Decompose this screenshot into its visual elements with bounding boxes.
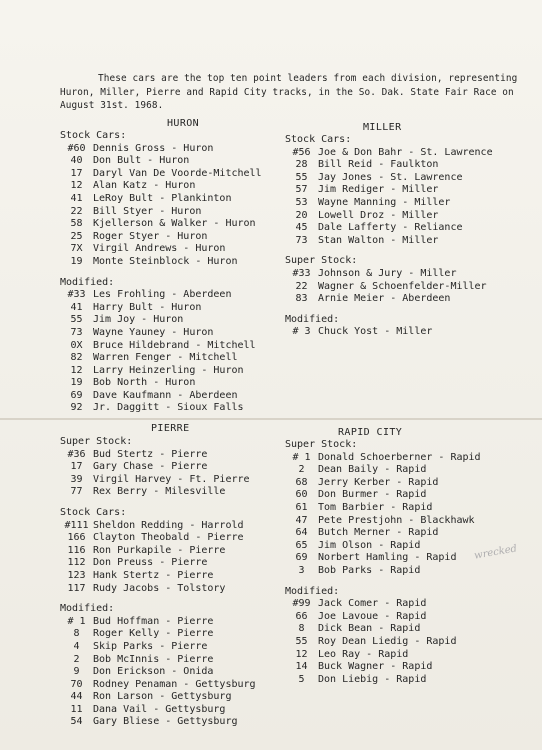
driver-name: Joe & Don Bahr - St. Lawrence [318,146,493,158]
car-number: 5 [298,673,305,685]
car-number: 12 [70,364,83,376]
driver-name: Stan Walton - Miller [318,234,439,246]
entry-row [60,570,256,583]
entry-row [60,654,256,667]
driver-name: Roger Styer - Huron [93,230,208,242]
car-number: 17 [70,461,83,473]
driver-name: Donald Schoerberner - Rapid [318,451,481,463]
entry-row [60,666,256,679]
entry-row [285,540,481,553]
car-number: 73 [70,326,83,338]
driver-name: Rex Berry - Milesville [93,486,226,498]
car-number: 68 [295,476,308,488]
entry-row [60,716,256,729]
entry-row [60,532,256,545]
section [60,603,256,729]
car-number: 55 [295,171,308,183]
car-number: 12 [70,180,83,192]
car-number: 83 [295,293,308,305]
car-number: 41 [70,301,83,313]
car-number: 65 [295,539,308,551]
car-number: 17 [70,167,83,179]
handwritten-note: wrecked [473,543,518,562]
section [285,255,493,305]
entry-row [60,327,262,340]
intro-paragraph: These cars are the top ten point leaders from each division, representing Huron, Miller, Pierre and Rapid City tracks, in the So. Dak. State Fair Race on August 31st. 1968. [60,73,518,112]
entry-row [285,222,493,235]
section [285,314,493,339]
paper-fold-line [0,418,542,420]
entry-row [60,314,262,327]
entry-row [285,515,481,528]
entry-row [285,623,481,636]
entry-row [285,268,493,281]
entry-row [285,552,481,565]
driver-name: Lowell Droz - Miller [318,209,439,221]
car-number: 166 [67,532,86,544]
driver-name: Dean Baily - Rapid [318,464,427,476]
driver-name: Jerry Kerber - Rapid [318,476,439,488]
division-rapid-city [285,439,481,686]
car-number: 70 [70,678,83,690]
entry-row [60,218,262,231]
section [60,436,256,499]
car-number: 116 [67,544,86,556]
entry-row [60,180,262,193]
driver-name: Rudy Jacobs - Tolstory [93,582,226,594]
car-number: 69 [70,389,83,401]
entry-row [285,527,481,540]
driver-name: Don Burmer - Rapid [318,489,427,501]
car-number: 19 [70,377,83,389]
driver-name: Bob McInnis - Pierre [93,653,214,665]
entry-row [285,661,481,674]
driver-name: Harry Bult - Huron [93,301,202,313]
car-number: 9 [73,666,80,678]
entry-row [285,565,481,578]
driver-name: Clayton Theobald - Pierre [93,532,244,544]
section-label: Modified: [60,603,115,615]
driver-name: Ron Purkapile - Pierre [93,544,226,556]
entry-row [285,598,481,611]
driver-name: Kjellerson & Walker - Huron [93,218,256,230]
car-number: 3 [298,564,305,576]
entry-row [60,461,256,474]
entry-row [285,489,481,502]
car-number: 40 [70,155,83,167]
driver-name: Daryl Van De Voorde-Mitchell [93,167,262,179]
driver-name: Dana Vail - Gettysburg [93,703,226,715]
driver-name: Don Liebig - Rapid [318,673,427,685]
car-number: 55 [70,314,83,326]
car-number: 22 [70,205,83,217]
driver-name: Les Frohling - Aberdeen [93,289,232,301]
driver-name: Don Bult - Huron [93,155,190,167]
car-number: 77 [70,486,83,498]
driver-name: Chuck Yost - Miller [318,326,433,338]
entry-row [60,231,262,244]
entry-row [60,520,256,533]
car-number: 117 [67,582,86,594]
driver-name: Don Erickson - Onida [93,666,214,678]
section [285,586,481,687]
section-label: Modified: [285,585,340,597]
car-number: #111 [64,519,89,531]
car-number: 41 [70,192,83,204]
driver-name: Wagner & Schoenfelder-Miller [318,280,487,292]
entry-row [60,641,256,654]
driver-name: Bruce Hildebrand - Mitchell [93,339,256,351]
driver-name: Virgil Andrews - Huron [93,243,226,255]
car-number: #33 [67,289,86,301]
entry-row [60,256,262,269]
car-number: 69 [295,552,308,564]
driver-name: Don Preuss - Pierre [93,557,208,569]
driver-name: Dick Bean - Rapid [318,623,421,635]
car-number: 73 [295,234,308,246]
car-number: #33 [292,267,311,279]
car-number: 12 [295,648,308,660]
driver-name: Ron Larson - Gettysburg [93,691,232,703]
driver-name: Butch Merner - Rapid [318,527,439,539]
driver-name: Rodney Penaman - Gettysburg [93,678,256,690]
division-miller [285,134,493,339]
car-number: 2 [73,653,80,665]
driver-name: Sheldon Redding - Harrold [93,519,244,531]
driver-name: Jr. Daggitt - Sioux Falls [93,402,244,414]
car-number: 8 [298,623,305,635]
entry-row [285,159,493,172]
driver-name: Wayne Yauney - Huron [93,326,214,338]
driver-name: Monte Steinblock - Huron [93,255,238,267]
car-number: 39 [70,473,83,485]
car-number: 11 [70,703,83,715]
driver-name: Jim Rediger - Miller [318,184,439,196]
entry-row [60,143,262,156]
driver-name: Skip Parks - Pierre [93,640,208,652]
driver-name: Joe Lavoue - Rapid [318,610,427,622]
division-title-miller: MILLER [363,122,402,133]
driver-name: Alan Katz - Huron [93,180,196,192]
entry-row [60,545,256,558]
driver-name: Bud Stertz - Pierre [93,448,208,460]
entry-row [60,628,256,641]
entry-row [60,691,256,704]
driver-name: Jay Jones - St. Lawrence [318,171,463,183]
driver-name: Hank Stertz - Pierre [93,569,214,581]
section-label: Super Stock: [285,439,358,450]
driver-name: LeRoy Bult - Plankinton [93,192,232,204]
entry-row [285,636,481,649]
division-title-pierre: PIERRE [151,423,190,434]
driver-name: Bill Styer - Huron [93,205,202,217]
driver-name: Dennis Gross - Huron [93,142,214,154]
driver-name: Johnson & Jury - Miller [318,267,457,279]
entry-row [60,557,256,570]
entry-row [285,147,493,160]
entry-row [285,184,493,197]
driver-name: Dale Lafferty - Reliance [318,222,463,234]
driver-name: Jim Joy - Huron [93,314,184,326]
car-number: 82 [70,352,83,364]
car-number: #99 [292,598,311,610]
car-number: 14 [295,661,308,673]
entry-row [60,486,256,499]
driver-name: Pete Prestjohn - Blackhawk [318,514,475,526]
section-label: Super Stock: [285,255,358,267]
driver-name: Bob North - Huron [93,377,196,389]
car-number: 64 [295,527,308,539]
car-number: # 3 [292,326,311,338]
driver-name: Bob Parks - Rapid [318,564,421,576]
driver-name: Jack Comer - Rapid [318,598,427,610]
car-number: #36 [67,448,86,460]
driver-name: Wayne Manning - Miller [318,196,451,208]
section-label: Stock Cars: [285,134,352,145]
entry-row [285,235,493,248]
car-number: 7X [70,243,83,255]
entry-row [285,502,481,515]
section [285,134,493,247]
entry-row [285,172,493,185]
entry-row [60,616,256,629]
entry-row [60,206,262,219]
car-number: 53 [295,196,308,208]
entry-row [285,452,481,465]
entry-row [60,583,256,596]
driver-name: Roy Dean Liedig - Rapid [318,635,457,647]
car-number: 92 [70,402,83,414]
entry-row [60,449,256,462]
driver-name: Bill Reid - Faulkton [318,159,439,171]
car-number: 22 [295,280,308,292]
entry-row [285,281,493,294]
entry-row [60,302,262,315]
car-number: 44 [70,691,83,703]
section [60,277,262,416]
entry-row [60,352,262,365]
car-number: 25 [70,230,83,242]
car-number: 57 [295,184,308,196]
car-number: 61 [295,501,308,513]
entry-row [285,464,481,477]
car-number: 28 [295,159,308,171]
section [60,507,256,595]
car-number: # 1 [292,451,311,463]
section [60,130,262,269]
car-number: 0X [70,339,83,351]
car-number: 2 [298,464,305,476]
driver-name: Buck Wagner - Rapid [318,661,433,673]
entry-row [285,197,493,210]
entry-row [285,649,481,662]
car-number: 47 [295,514,308,526]
entry-row [60,243,262,256]
entry-row [60,340,262,353]
car-number: 4 [73,640,80,652]
car-number: 55 [295,635,308,647]
car-number: 45 [295,222,308,234]
entry-row [60,193,262,206]
driver-name: Norbert Hamling - Rapid [318,552,457,564]
division-title-huron: HURON [167,118,200,129]
section-label: Modified: [285,313,340,325]
entry-row [60,402,262,415]
car-number: 60 [295,489,308,501]
car-number: # 1 [67,615,86,627]
entry-row [285,611,481,624]
entry-row [60,377,262,390]
section-label: Super Stock: [60,436,133,447]
driver-name: Leo Ray - Rapid [318,648,409,660]
entry-row [60,289,262,302]
car-number: 54 [70,716,83,728]
car-number: 19 [70,255,83,267]
entry-row [60,704,256,717]
driver-name: Jim Olson - Rapid [318,539,421,551]
driver-name: Gary Chase - Pierre [93,461,208,473]
driver-name: Virgil Harvey - Ft. Pierre [93,473,250,485]
driver-name: Warren Fenger - Mitchell [93,352,238,364]
entry-row [285,326,493,339]
car-number: 66 [295,610,308,622]
car-number: 8 [73,628,80,640]
entry-row [60,365,262,378]
car-number: #60 [67,142,86,154]
entry-row [60,155,262,168]
section-label: Modified: [60,276,115,288]
car-number: 58 [70,218,83,230]
car-number: #56 [292,146,311,158]
section [285,439,481,578]
driver-name: Dave Kaufmann - Aberdeen [93,389,238,401]
division-pierre [60,436,256,729]
driver-name: Gary Bliese - Gettysburg [93,716,238,728]
entry-row [285,293,493,306]
car-number: 123 [67,569,86,581]
car-number: 20 [295,209,308,221]
entry-row [60,679,256,692]
division-huron [60,130,262,415]
section-label: Stock Cars: [60,130,127,141]
entry-row [285,210,493,223]
entry-row [60,474,256,487]
entry-row [285,674,481,687]
driver-name: Bud Hoffman - Pierre [93,615,214,627]
driver-name: Tom Barbier - Rapid [318,501,433,513]
section-label: Stock Cars: [60,506,127,518]
car-number: 112 [67,557,86,569]
division-title-rapid-city: RAPID CITY [338,427,403,438]
driver-name: Roger Kelly - Pierre [93,628,214,640]
entry-row [60,168,262,181]
driver-name: Arnie Meier - Aberdeen [318,293,451,305]
entry-row [285,477,481,490]
entry-row [60,390,262,403]
driver-name: Larry Heinzerling - Huron [93,364,244,376]
